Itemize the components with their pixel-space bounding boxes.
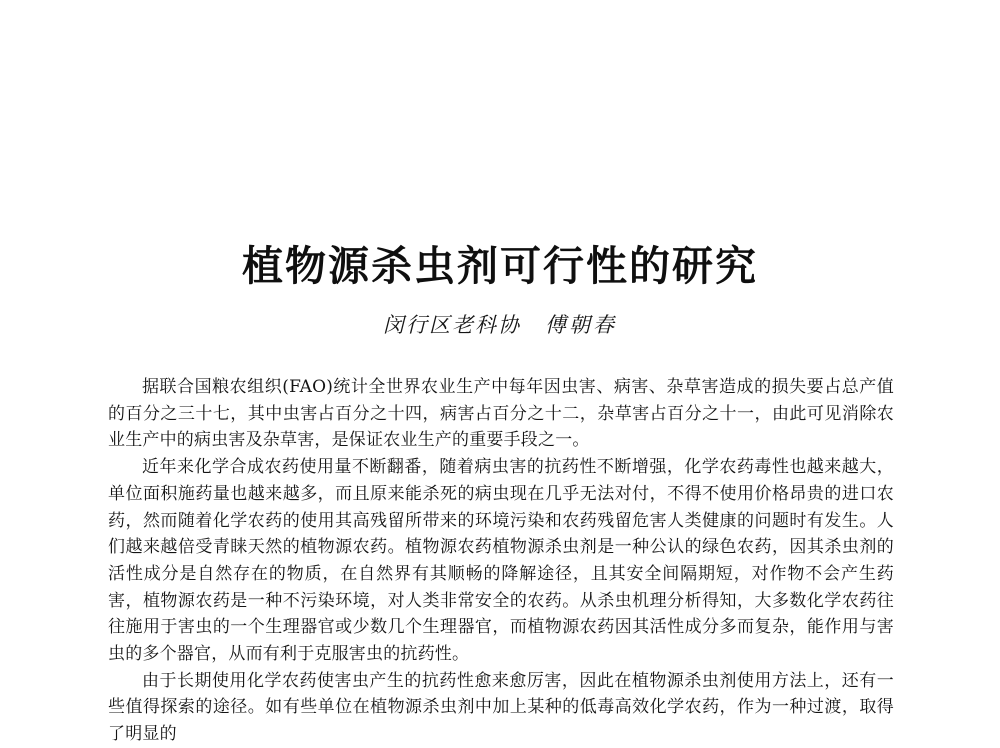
body-paragraph-3: 由于长期使用化学农药使害虫产生的抗药性愈来愈厉害，因此在植物源杀虫剂使用方法上，还有一些值得探索的途径。如有些单位在植物源杀虫剂中加上某种的低毒高效化学农药，作为一种过渡，取得了明显的 bbox=[108, 670, 894, 745]
byline bbox=[0, 310, 1000, 340]
article-body bbox=[108, 374, 894, 748]
author-organization: 闵行区老科协 bbox=[383, 313, 521, 337]
author-name: 傅朝春 bbox=[545, 313, 617, 337]
body-paragraph-1: 据联合国粮农组织(FAO)统计全世界农业生产中每年因虫害、病害、杂草害造成的损失要占总产值的百分之三十七，其中虫害占百分之十四，病害占百分之十二，杂草害占百分之十一，由此可见消除农业生产中的病虫害及杂草害，是保证农业生产的重要手段之一。 bbox=[108, 377, 894, 451]
article-title: 植物源杀虫剂可行性的研究 bbox=[242, 242, 758, 290]
body-paragraph-2: 近年来化学合成农药使用量不断翻番，随着病虫害的抗药性不断增强，化学农药毒性也越来越大，单位面积施药量也越来越多，而且原来能杀死的病虫现在几乎无法对付，不得不使用价格昂贵的进口农药，然而随着化学农药的使用其高残留所带来的环境污染和农药残留危害人类健康的问题时有发生。人们越来越倍受青睐天然的植物源农药。植物源农药植物源杀虫剂是一种公认的绿色农药，因其杀虫剂的活性成分是自然存在的物质，在自然界有其顺畅的降解途径，且其安全间隔期短，对作物不会产生药害，植物源农药是一种不污染环境，对人类非常安全的农药。从杀虫机理分析得知，大多数化学农药往往施用于害虫的一个生理器官或少数几个生理器官，而植物源农药因其活性成分多而复杂，能作用与害虫的多个器官，从而有利于克服害虫的抗药性。 bbox=[108, 457, 894, 665]
